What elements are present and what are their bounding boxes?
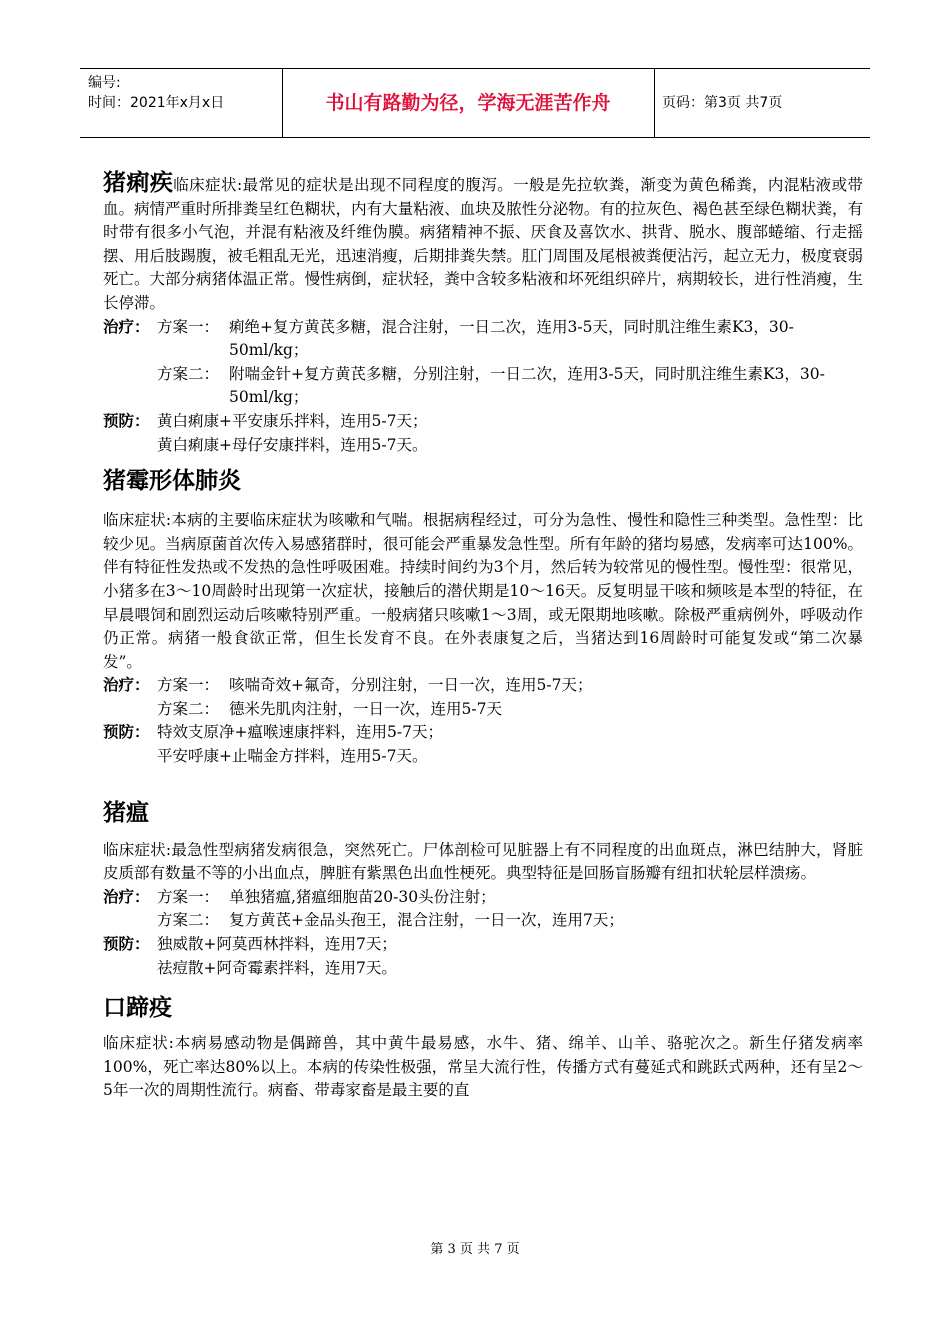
prevention-text: 黄白痢康+母仔安康拌料，连用5-7天。 bbox=[157, 435, 428, 454]
plan-label: 方案二： bbox=[157, 699, 220, 718]
plan-text: 德米先肌肉注射，一日一次，连用5-7天 bbox=[229, 699, 502, 718]
treatment-label: 治疗： bbox=[103, 317, 150, 336]
prevention-label: 预防： bbox=[103, 723, 150, 742]
prevention-label: 预防： bbox=[103, 411, 150, 430]
section-title: 猪瘟 bbox=[103, 799, 149, 826]
section-dysentery bbox=[103, 172, 863, 316]
section-title: 口蹄疫 bbox=[103, 995, 172, 1022]
prevention-row bbox=[103, 957, 863, 981]
prevention-text: 独威散+阿莫西林拌料，连用7天； bbox=[157, 935, 397, 954]
prevention-text: 祛痘散+阿奇霉素拌料，连用7天。 bbox=[157, 958, 397, 977]
page-footer: 第 3 页 共 7 页 bbox=[430, 1242, 520, 1257]
document-header bbox=[80, 68, 870, 138]
motto-text: 书山有路勤为径，学海无涯苦作舟 bbox=[282, 69, 655, 137]
treatment-row bbox=[103, 316, 863, 363]
section-title: 猪痢疾 bbox=[103, 170, 174, 196]
treatment-label: 治疗： bbox=[103, 676, 150, 695]
time-label: 时间：2021年x月x日 bbox=[88, 95, 225, 111]
treatment-row bbox=[103, 363, 863, 410]
header-meta-cell bbox=[80, 69, 283, 137]
plan-label: 方案一： bbox=[157, 887, 220, 906]
plan-text: 附喘金针+复方黄芪多糖，分别注射，一日二次，连用3-5天，同时肌注维生素K3，30-50ml/kg； bbox=[229, 364, 825, 407]
plan-text: 单独猪瘟,猪瘟细胞苗20-30头份注射； bbox=[229, 887, 496, 906]
plan-label: 方案二： bbox=[157, 911, 220, 930]
prevention-row bbox=[103, 721, 863, 745]
prevention-text: 黄白痢康+平安康乐拌料，连用5-7天； bbox=[157, 411, 428, 430]
plan-text: 咳喘奇效+氟奇，分别注射，一日一次，连用5-7天； bbox=[229, 676, 593, 695]
prevention-row bbox=[103, 933, 863, 957]
section-title: 猪霉形体肺炎 bbox=[103, 468, 241, 495]
treatment-label: 治疗： bbox=[103, 887, 150, 906]
prevention-row bbox=[103, 745, 863, 769]
prevention-row bbox=[103, 434, 863, 458]
prevention-text: 特效支原净+瘟喉速康拌料，连用5-7天； bbox=[157, 723, 443, 742]
symptoms-text: 临床症状:最常见的症状是出现不同程度的腹泻。一般是先拉软粪，渐变为黄色稀粪，内混粘液或带血。病情严重时所排粪呈红色糊状，内有大量粘液、血块及脓性分泌物。有的拉灰色、褐色甚至绿色糊状粪，有时带有很多小气泡，并混有粘液及纤维伪膜。病猪精神不振、厌食及喜饮水、拱背、脱水、腹部蜷缩、行走摇摆、用后肢踢腹，被毛粗乱无光，迅速消瘦，后期排粪失禁。肛门周围及尾根被粪便沾污，起立无力，极度衰弱死亡。大部分病猪体温正常。慢性病倒，症状轻，粪中含较多粘液和坏死组织碎片，病期较长，进行性消瘦，生长停滞。 bbox=[103, 176, 864, 312]
plan-label: 方案一： bbox=[157, 317, 220, 336]
treatment-row bbox=[103, 886, 863, 910]
symptoms-text: 临床症状:最急性型病猪发病很急，突然死亡。尸体剖检可见脏器上有不同程度的出血斑点，淋巴结肿大，肾脏皮质部有数量不等的小出血点，脾脏有紫黑色出血性梗死。典型特征是回肠盲肠瓣有纽扣状轮层样溃疡。 bbox=[103, 840, 863, 883]
plan-label: 方案二： bbox=[157, 364, 220, 383]
treatment-row bbox=[103, 909, 863, 933]
plan-text: 痢绝+复方黄芪多糖，混合注射，一日二次，连用3-5天，同时肌注维生素K3，30-50ml/kg； bbox=[229, 317, 794, 360]
prevention-label: 预防： bbox=[103, 935, 150, 954]
treatment-row bbox=[103, 674, 863, 698]
plan-text: 复方黄芪+金品头孢王，混合注射，一日一次，连用7天； bbox=[229, 911, 624, 930]
prevention-text: 平安呼康+止喘金方拌料，连用5-7天。 bbox=[157, 747, 428, 766]
code-label: 编号: bbox=[88, 75, 121, 91]
symptoms-text: 临床症状:本病的主要临床症状为咳嗽和气喘。根据病程经过，可分为急性、慢性和隐性三种类型。急性型：比较少见。当病原菌首次传入易感猪群时，很可能会严重暴发急性型。所有年龄的猪均易感，发病率可达100%。伴有特征性发热或不发热的急性呼吸困难。持续时间约为3个月，然后转为较常见的慢性型。慢性型：很常见，小猪多在3～10周龄时出现第一次症状，接触后的潜伏期是10～16天。反复明显干咳和频咳是本型的特征，在早晨喂饲和剧烈运动后咳嗽特别严重。一般病猪只咳嗽1～3周，或无限期地咳嗽。除极严重病例外，呼吸动作仍正常。病猪一般食欲正常，但生长发育不良。在外表康复之后，当猪达到16周龄时可能复发或“第二次暴发”。 bbox=[103, 511, 863, 671]
symptoms-text: 临床症状:本病易感动物是偶蹄兽，其中黄牛最易感，水牛、猪、绵羊、山羊、骆驼次之。新生仔猪发病率100%，死亡率达80%以上。本病的传染性极强，常呈大流行性，传播方式有蔓延式和跳跃式两种，还有呈2～5年一次的周期性流行。病畜、带毒家畜是最主要的直 bbox=[103, 1034, 863, 1100]
document-body bbox=[103, 172, 863, 1103]
prevention-row bbox=[103, 410, 863, 434]
treatment-row bbox=[103, 698, 863, 722]
page-info: 页码：第3页 共7页 bbox=[662, 95, 783, 111]
plan-label: 方案一： bbox=[157, 676, 220, 695]
